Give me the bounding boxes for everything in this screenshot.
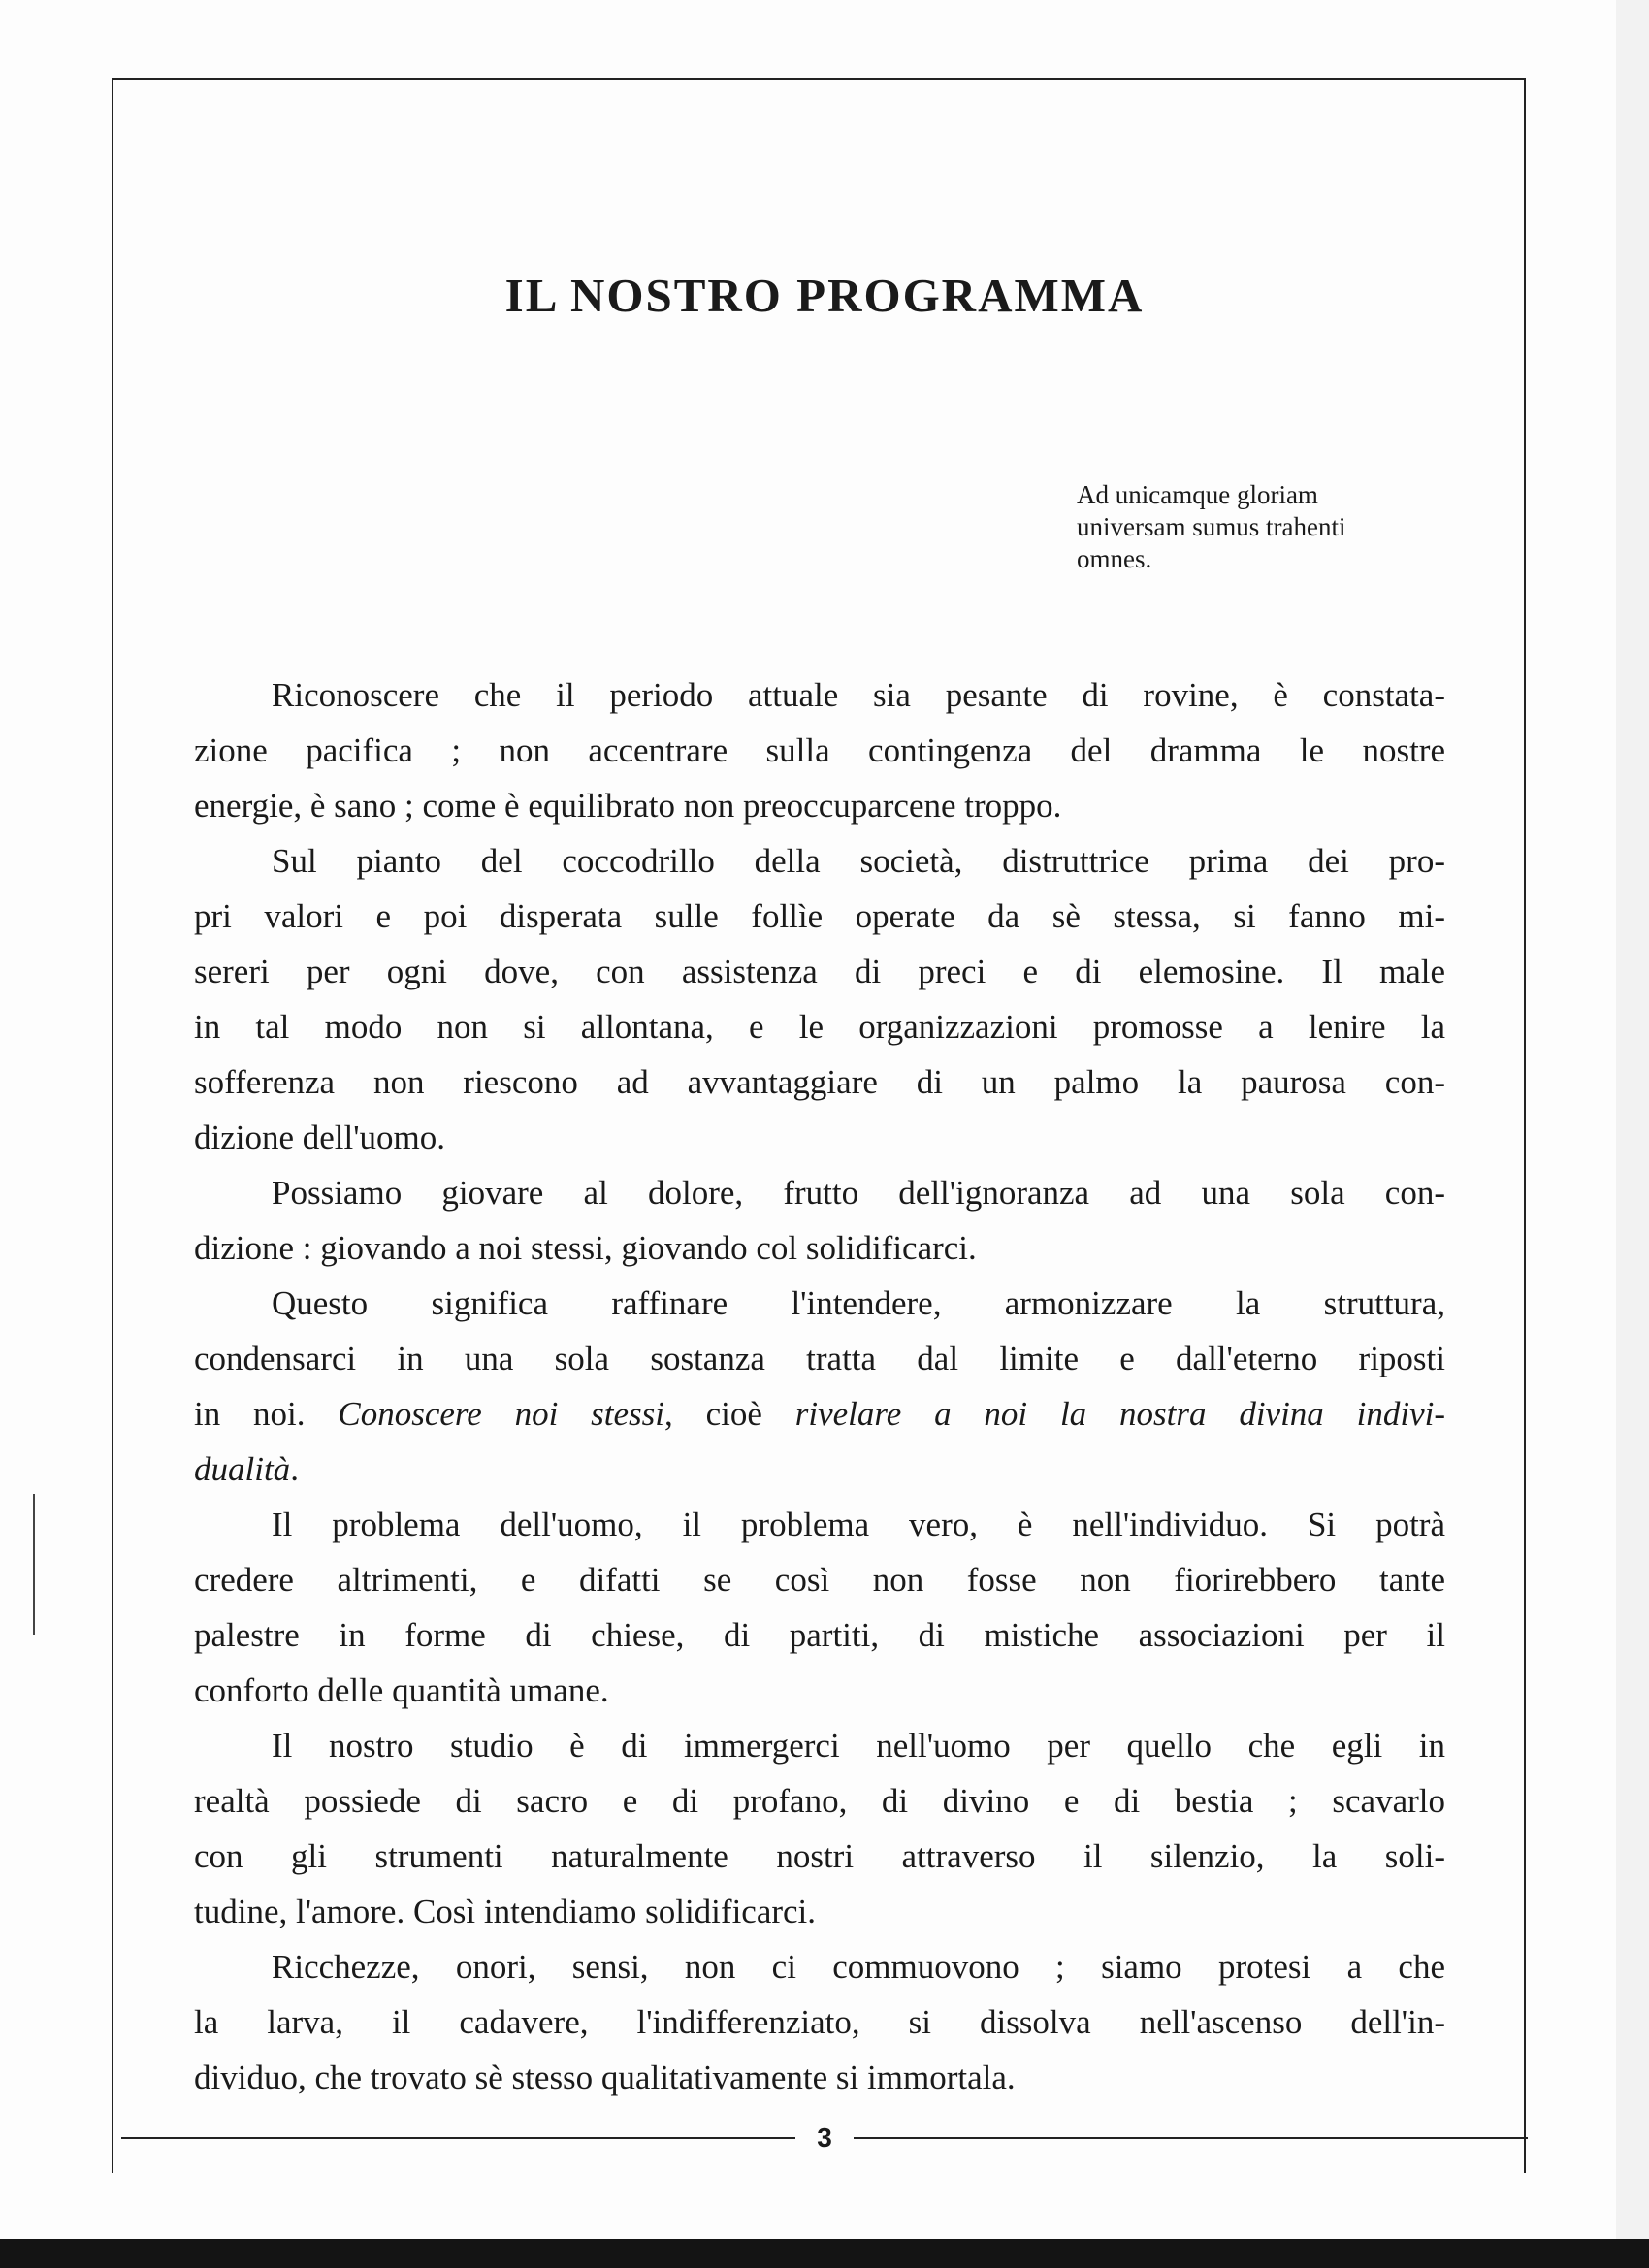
text-line: dizione : giovando a noi stessi, giovando col solidificarci. [194, 1229, 977, 1267]
page-number: 3 [817, 2122, 832, 2153]
text-line: in tal modo non si allontana, e le organizzazioni promosse a lenire la [194, 1008, 1445, 1046]
text-line: pri valori e poi disperata sulle follìe operate da sè stessa, si fanno mi- [194, 897, 1445, 935]
page-title: IL NOSTRO PROGRAMMA [504, 269, 1145, 322]
text-line: dizione dell'uomo. [194, 1118, 446, 1156]
text-line: conforto delle quantità umane. [194, 1671, 609, 1709]
text-line-mixed [194, 1386, 1445, 1442]
text-line: Riconoscere che il periodo attuale sia pesante di rovine, è constata- [272, 676, 1445, 714]
text-line: palestre in forme di chiese, di partiti, di mistiche associazioni per il [194, 1616, 1445, 1654]
footer-rule-left [121, 2137, 795, 2139]
paragraph [194, 1165, 1445, 1276]
text-line: Questo significa raffinare l'intendere, armonizzare la struttura, [272, 1284, 1445, 1322]
text-line: credere altrimenti, e difatti se così non fosse non fiorirebbero tante [194, 1561, 1445, 1599]
text-run: , cioè [664, 1395, 795, 1433]
page-footer [121, 2121, 1528, 2155]
epigraph-line: universam sumus trahenti [1077, 512, 1346, 541]
italic-run: rivelare a noi la nostra divina indivi- [794, 1395, 1445, 1433]
text-line: con gli strumenti naturalmente nostri attraverso il silenzio, la soli- [194, 1837, 1445, 1875]
text-line: Ricchezze, onori, sensi, non ci commuovono ; siamo protesi a che [272, 1948, 1445, 1986]
body-text [194, 667, 1445, 2105]
epigraph-line: omnes. [1077, 544, 1152, 573]
text-line: sofferenza non riescono ad avvantaggiare di un palmo la paurosa con- [194, 1063, 1445, 1101]
text-line: condensarci in una sola sostanza tratta dal limite e dall'eterno riposti [194, 1340, 1445, 1377]
text-line: tudine, l'amore. Così intendiamo solidificarci. [194, 1893, 817, 1930]
scan-right-edge [1616, 0, 1649, 2268]
text-line: sereri per ogni dove, con assistenza di preci e di elemosine. Il male [194, 953, 1445, 990]
italic-run: Conoscere noi stessi [338, 1395, 665, 1433]
text-run: . [290, 1450, 299, 1488]
text-run: in noi. [194, 1395, 339, 1433]
text-line: Il problema dell'uomo, il problema vero, è nell'individuo. Si potrà [272, 1506, 1445, 1543]
text-line: Possiamo giovare al dolore, frutto dell'ignoranza ad una sola con- [272, 1174, 1445, 1212]
text-line: la larva, il cadavere, l'indifferenziato, si dissolva nell'ascenso dell'in- [194, 2003, 1445, 2041]
epigraph [1077, 479, 1465, 575]
epigraph-line: Ad unicamque gloriam [1077, 480, 1318, 509]
text-line: realtà possiede di sacro e di profano, di divino e di bestia ; scavarlo [194, 1782, 1445, 1820]
paragraph [194, 1497, 1445, 1718]
paragraph [194, 833, 1445, 1165]
text-line: dividuo, che trovato sè stesso qualitativamente si immortala. [194, 2058, 1016, 2096]
paragraph [194, 1718, 1445, 1939]
text-line-mixed [194, 1442, 1445, 1497]
text-line: Il nostro studio è di immergerci nell'uomo per quello che egli in [272, 1727, 1445, 1765]
paragraph [194, 667, 1445, 833]
margin-mark [33, 1494, 35, 1635]
text-line: zione pacifica ; non accentrare sulla contingenza del dramma le nostre [194, 731, 1445, 769]
footer-rule-right [854, 2137, 1528, 2139]
scan-bottom-edge [0, 2239, 1649, 2268]
text-line: Sul pianto del coccodrillo della società, distruttrice prima dei pro- [272, 842, 1445, 880]
paragraph [194, 1939, 1445, 2105]
text-line: energie, è sano ; come è equilibrato non preoccuparcene troppo. [194, 787, 1062, 825]
paragraph [194, 1276, 1445, 1497]
italic-run: dualità [194, 1450, 291, 1488]
